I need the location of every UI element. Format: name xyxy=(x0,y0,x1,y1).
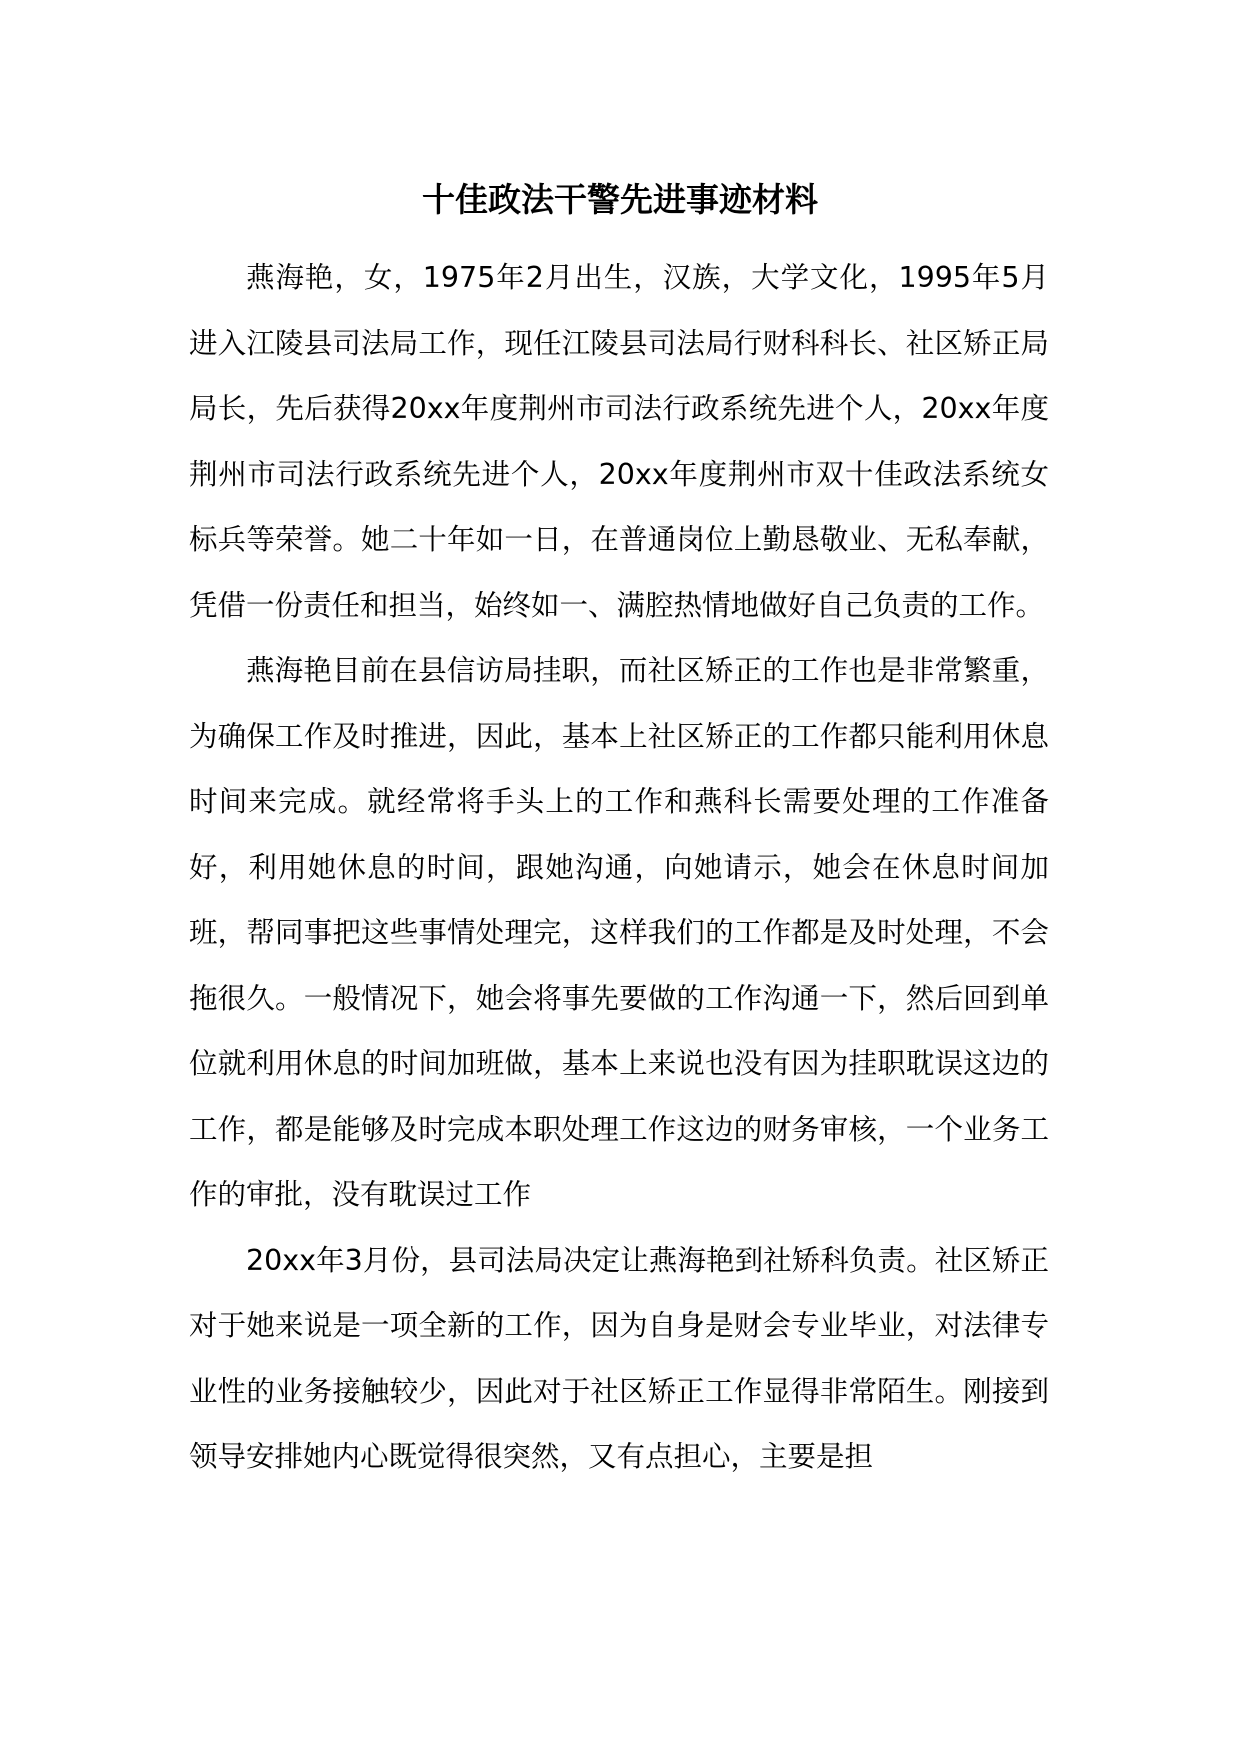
paragraph-1: 燕海艳，女，1975年2月出生，汉族，大学文化，1995年5月进入江陵县司法局工作，现任江陵县司法局行财科科长、社区矫正局局长，先后获得20xx年度荆州市司法行政系统先进个人，20xx年度荆州市司法行政系统先进个人，20xx年度荆州市双十佳政法系统女标兵等荣誉。她二十年如一日，在普通岗位上勤恳敬业、无私奉献，凭借一份责任和担当，始终如一、满腔热情地做好自己负责的工作。 xyxy=(189,261,1049,622)
document-body xyxy=(189,245,1049,1490)
paragraph-3: 20xx年3月份，县司法局决定让燕海艳到社矫科负责。社区矫正对于她来说是一项全新的工作，因为自身是财会专业毕业，对法律专业性的业务接触较少，因此对于社区矫正工作显得非常陌生。刚接到领导安排她内心既觉得很突然，又有点担心，主要是担 xyxy=(189,1243,1049,1473)
paragraph-2: 燕海艳目前在县信访局挂职，而社区矫正的工作也是非常繁重，为确保工作及时推进，因此，基本上社区矫正的工作都只能利用休息时间来完成。就经常将手头上的工作和燕科长需要处理的工作准备好，利用她休息的时间，跟她沟通，向她请示，她会在休息时间加班，帮同事把这些事情处理完，这样我们的工作都是及时处理，不会拖很久。一般情况下，她会将事先要做的工作沟通一下，然后回到单位就利用休息的时间加班做，基本上来说也没有因为挂职耽误这边的工作，都是能够及时完成本职处理工作这边的财务审核，一个业务工作的审批，没有耽误过工作 xyxy=(189,654,1049,1211)
document-title: 十佳政法干警先进事迹材料 xyxy=(422,180,818,219)
